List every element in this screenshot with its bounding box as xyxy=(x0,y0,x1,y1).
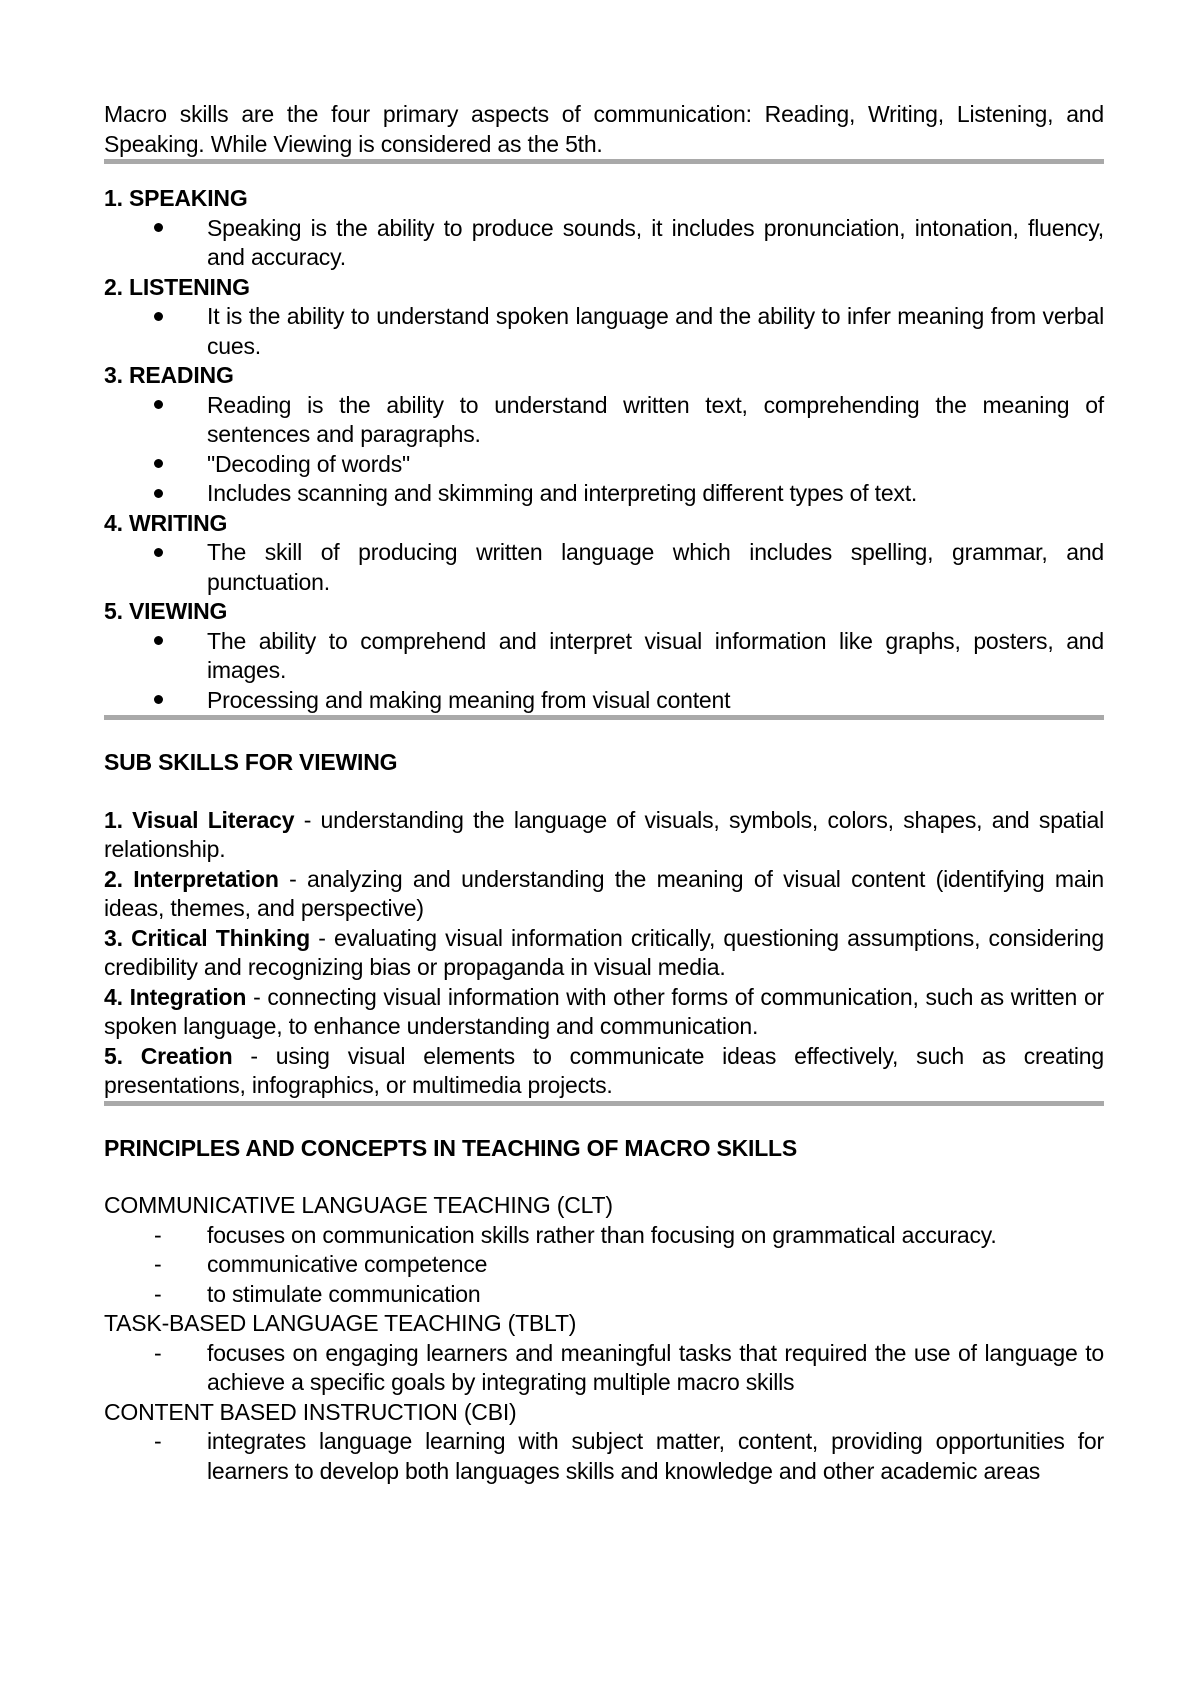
section-heading: PRINCIPLES AND CONCEPTS IN TEACHING OF MACRO SKILLS xyxy=(104,1134,798,1161)
sub-skill-term: 4. Integration xyxy=(104,983,247,1010)
sub-skill-desc: - connecting visual information with other forms of communication, such as written or spoken language, to enhance understanding and communication. xyxy=(104,983,1104,1039)
dash-marker: - xyxy=(154,1339,162,1366)
list-item: - focuses on engaging learners and meaningful tasks that required the use of language to achieve a specific goals by integrating multiple macro skills xyxy=(154,1339,1104,1395)
dash-list xyxy=(104,1339,1104,1398)
document-page xyxy=(104,100,1104,1486)
sub-skills-section xyxy=(104,748,1104,1101)
list-item: Includes scanning and skimming and interpreting different types of text. xyxy=(104,479,1104,509)
list-item: - to stimulate communication xyxy=(104,1280,1104,1310)
sub-skill-item xyxy=(104,865,1104,924)
list-item: - communicative competence xyxy=(104,1250,1104,1280)
dash-marker: - xyxy=(154,1251,162,1277)
bullet-icon xyxy=(154,538,174,568)
list-item: Reading is the ability to understand written text, comprehending the meaning of sentences and paragraphs. xyxy=(104,391,1104,450)
dash-marker: - xyxy=(154,1221,162,1248)
bullet-icon xyxy=(154,302,174,332)
sub-skill-term: 3. Critical Thinking xyxy=(104,924,310,951)
principles-section xyxy=(104,1134,1104,1487)
sub-skill-term: 1. Visual Literacy xyxy=(104,806,295,833)
approach-title: COMMUNICATIVE LANGUAGE TEACHING (CLT) xyxy=(104,1192,613,1218)
dash-list xyxy=(104,1221,1104,1310)
bullet-list xyxy=(104,302,1104,361)
bullet-icon xyxy=(154,391,174,421)
sub-skill-desc: - analyzing and understanding the meaning of visual content (identifying main ideas, themes, and perspective) xyxy=(104,865,1104,921)
bullet-icon xyxy=(154,479,174,509)
bullet-icon xyxy=(154,627,174,657)
sub-skill-term: 2. Interpretation xyxy=(104,865,279,892)
list-item: It is the ability to understand spoken language and the ability to infer meaning from verbal cues. xyxy=(104,302,1104,361)
list-item: The ability to comprehend and interpret visual information like graphs, posters, and images. xyxy=(104,627,1104,686)
bullet-list xyxy=(104,538,1104,597)
sub-skill-item xyxy=(104,983,1104,1042)
list-item: - focuses on communication skills rather than focusing on grammatical accuracy. xyxy=(104,1221,1104,1251)
dash-list xyxy=(104,1427,1104,1486)
skill-heading: 2. LISTENING xyxy=(104,273,250,300)
dash-marker: - xyxy=(154,1428,162,1454)
bullet-list xyxy=(104,391,1104,509)
bullet-icon xyxy=(154,686,174,716)
list-item: Speaking is the ability to produce sounds, it includes pronunciation, intonation, fluency, and accuracy. xyxy=(104,214,1104,273)
list-item: "Decoding of words" xyxy=(104,450,1104,480)
sub-skill-term: 5. Creation xyxy=(104,1042,233,1069)
section-heading: SUB SKILLS FOR VIEWING xyxy=(104,749,398,775)
approach-title: CONTENT BASED INSTRUCTION (CBI) xyxy=(104,1398,517,1425)
sub-skill-item xyxy=(104,1042,1104,1101)
bullet-icon xyxy=(154,450,174,480)
bullet-list xyxy=(104,214,1104,273)
bullet-list xyxy=(104,627,1104,716)
list-item: The skill of producing written language which includes spelling, grammar, and punctuation. xyxy=(104,538,1104,597)
skill-heading: 5. VIEWING xyxy=(104,598,228,624)
dash-marker: - xyxy=(154,1280,162,1307)
skill-heading: 4. WRITING xyxy=(104,509,228,536)
list-item: - integrates language learning with subject matter, content, providing opportunities for learners to develop both languages skills and knowledge and other academic areas xyxy=(154,1428,1104,1484)
skill-heading: 1. SPEAKING xyxy=(104,185,248,211)
sub-skill-item xyxy=(104,924,1104,983)
list-item: Processing and making meaning from visual content xyxy=(104,686,1104,716)
sub-skill-desc: - using visual elements to communicate ideas effectively, such as creating presentations, infographics, or multimedia projects. xyxy=(104,1042,1104,1098)
skill-heading: 3. READING xyxy=(104,362,234,388)
sub-skill-desc: - evaluating visual information critically, questioning assumptions, considering credibility and recognizing bias or propaganda in visual media. xyxy=(104,924,1104,980)
bullet-icon xyxy=(154,214,174,244)
intro-paragraph: Macro skills are the four primary aspects of communication: Reading, Writing, Listening, and Speaking. While Viewing is considered as the 5th. xyxy=(104,101,1104,157)
macro-skills-section xyxy=(104,184,1104,715)
sub-skill-desc: - understanding the language of visuals, symbols, colors, shapes, and spatial relationship. xyxy=(104,806,1104,862)
approach-title: TASK-BASED LANGUAGE TEACHING (TBLT) xyxy=(104,1310,577,1336)
sub-skill-item xyxy=(104,806,1104,865)
